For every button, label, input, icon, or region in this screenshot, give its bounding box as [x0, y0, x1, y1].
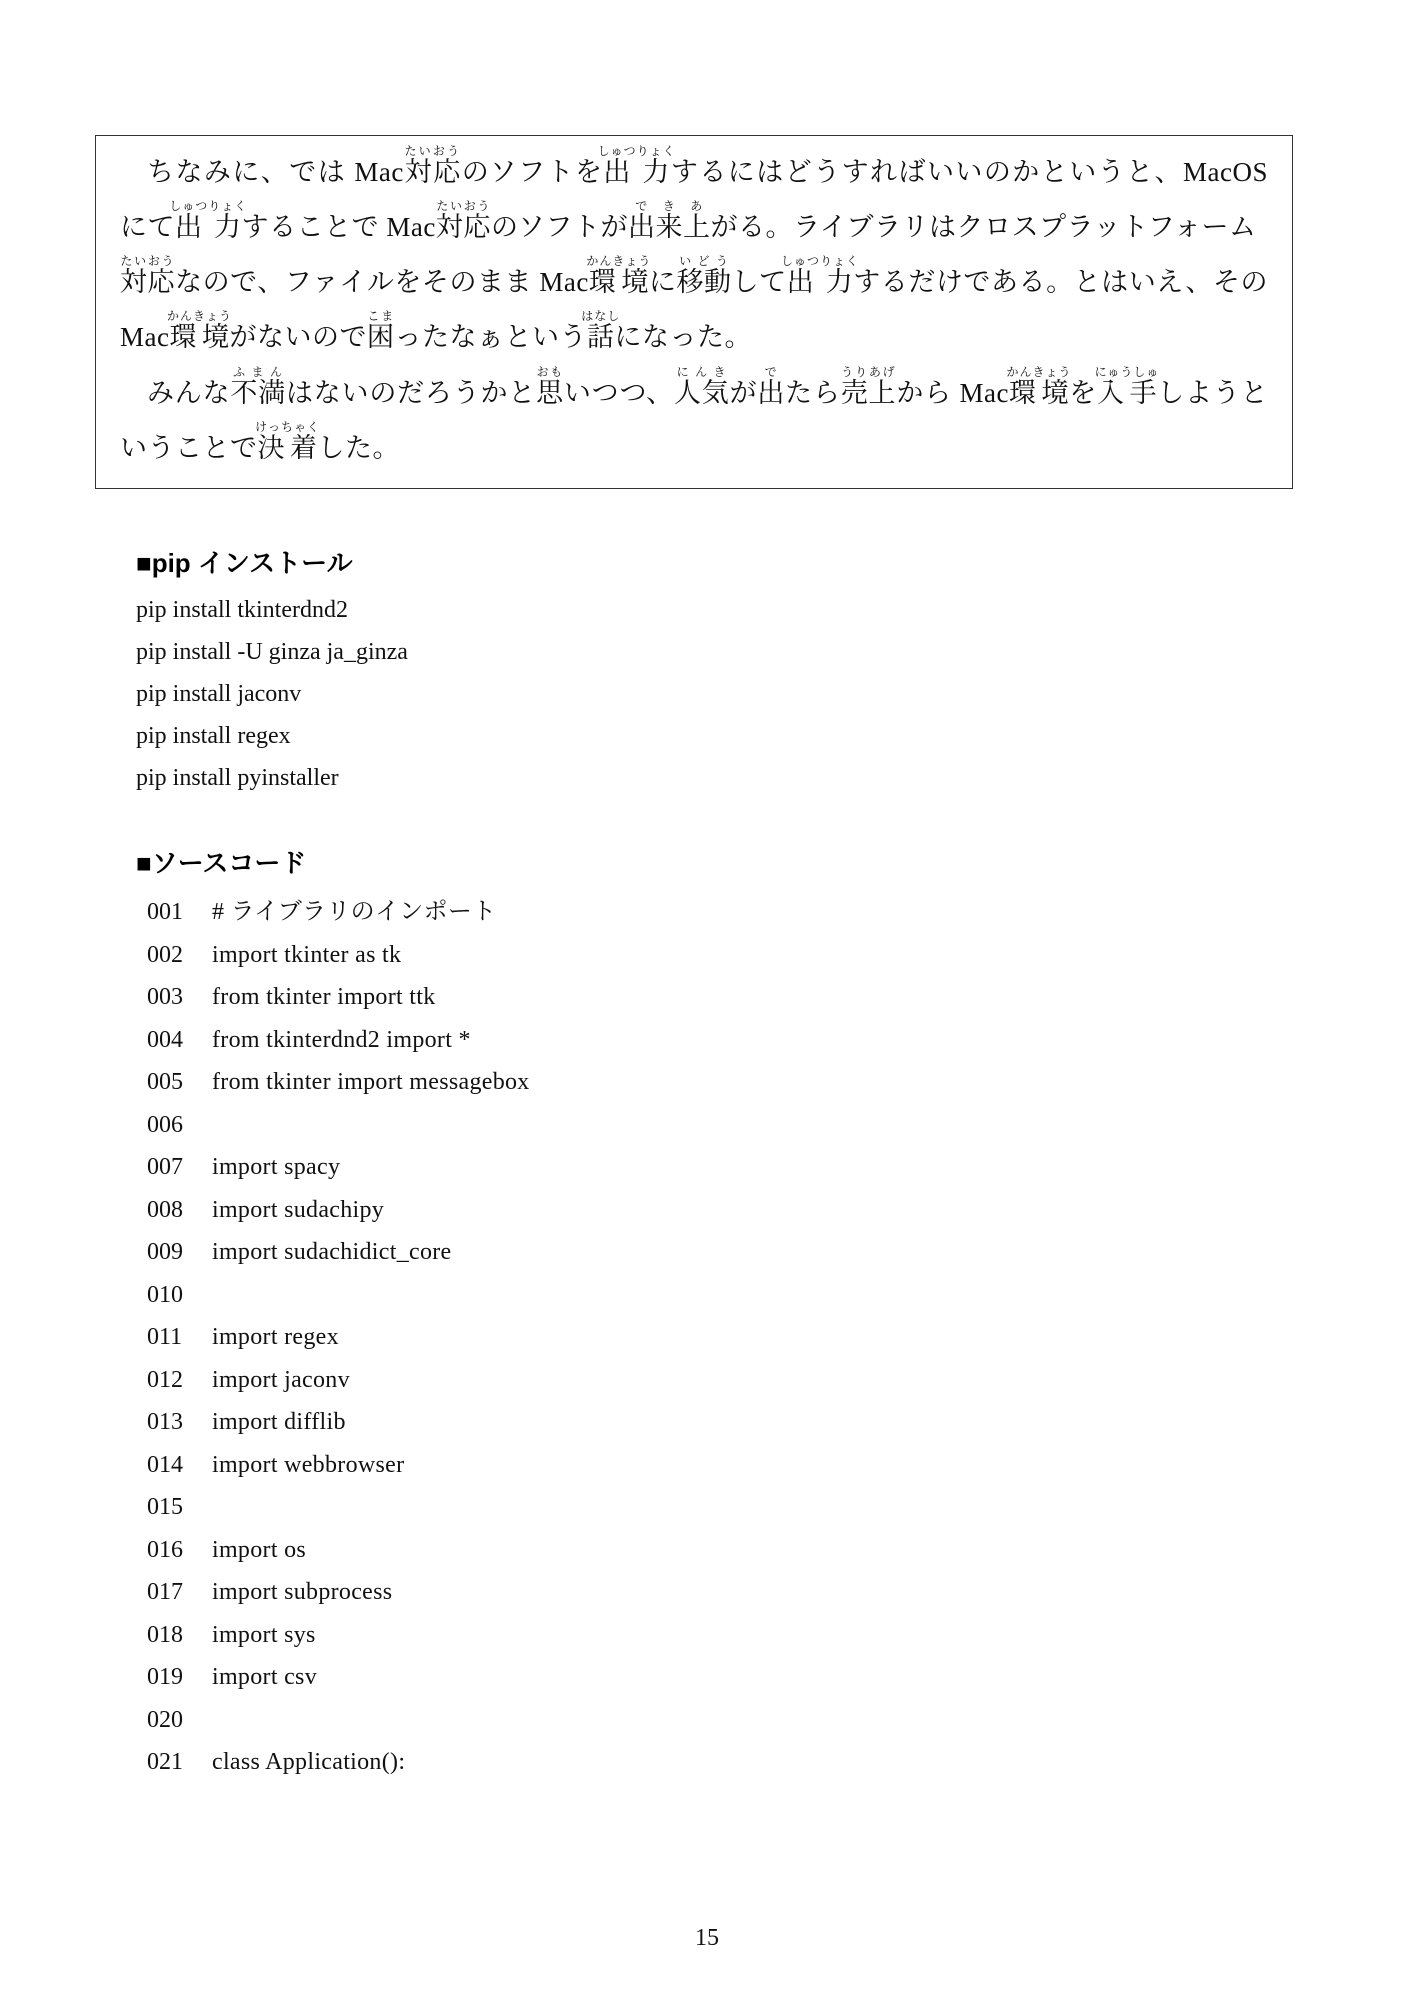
ruby-word: 出力しゅつりょく [780, 254, 859, 297]
code-line-number: 020 [147, 1706, 183, 1733]
code-line-text: import subprocess [212, 1579, 393, 1605]
code-line [136, 1486, 1296, 1529]
code-line-number: 005 [147, 1069, 183, 1095]
code-line-number: 003 [147, 984, 183, 1010]
furigana: しゅつりょく [169, 199, 248, 213]
code-line-text: import difflib [212, 1409, 346, 1435]
ruby-word: 話はなし [581, 309, 621, 352]
code-line-number: 019 [147, 1664, 183, 1690]
code-line-text: import os [212, 1536, 307, 1563]
furigana: けっちゃく [255, 420, 321, 434]
code-line [136, 1699, 1296, 1742]
ruby-word: 対応たいおう [120, 254, 176, 297]
note-paragraph: みんな不満ふまんはないのだろうかと思おもいつつ、人気にんきが出でたら売上うりあげから Mac環境かんきょうを入手にゅうしゅしようということで決着けっちゃくした。 [120, 365, 1269, 463]
pip-command-list [136, 589, 1276, 799]
code-line-text: import csv [212, 1664, 317, 1690]
code-section [136, 845, 1296, 1784]
ruby-word: 対応たいおう [435, 199, 491, 242]
ruby-word: 出力しゅつりょく [597, 144, 676, 187]
code-line [136, 1019, 1296, 1062]
ruby-word: 決着けっちゃく [255, 420, 321, 463]
ruby-word: 困こま [367, 309, 395, 352]
code-line [136, 1274, 1296, 1317]
code-line-number: 014 [147, 1451, 183, 1478]
note-box [95, 135, 1293, 489]
code-line [136, 1146, 1296, 1189]
ruby-word: 人気にんき [673, 365, 730, 408]
code-line-text: import jaconv [212, 1366, 350, 1393]
furigana: たいおう [403, 144, 461, 158]
code-line-number: 004 [147, 1026, 183, 1053]
furigana: で [757, 365, 785, 379]
furigana: かんきょう [586, 254, 652, 268]
code-line [136, 934, 1296, 977]
code-line-number: 008 [147, 1196, 183, 1223]
furigana: はなし [581, 309, 621, 323]
code-line-text: from tkinterdnd2 import * [212, 1026, 471, 1053]
code-line-number: 013 [147, 1409, 183, 1435]
code-line [136, 1316, 1296, 1359]
pip-command: pip install tkinterdnd2 [136, 597, 348, 623]
code-line-text: import tkinter as tk [212, 941, 402, 968]
code-line-number: 006 [147, 1111, 183, 1138]
furigana: にんき [673, 365, 730, 379]
ruby-word: 出力しゅつりょく [169, 199, 248, 242]
code-line-number: 016 [147, 1536, 183, 1563]
code-line [136, 1529, 1296, 1572]
code-line [136, 1656, 1296, 1699]
code-line-number: 007 [147, 1154, 183, 1180]
ruby-word: 対応たいおう [403, 144, 462, 187]
pip-section-heading: ■pip インストール [136, 548, 353, 578]
code-line [136, 1189, 1296, 1232]
code-line-text: from tkinter import ttk [212, 984, 436, 1010]
furigana: できあ [627, 199, 711, 213]
page-number: 15 [695, 1925, 719, 1951]
code-line [136, 1061, 1296, 1104]
code-line [136, 1614, 1296, 1657]
code-line-number: 017 [147, 1579, 183, 1605]
furigana: たいおう [120, 254, 176, 268]
code-line-number: 018 [147, 1621, 183, 1648]
code-line [136, 1444, 1296, 1487]
furigana: しゅつりょく [780, 254, 859, 268]
ruby-word: 環境かんきょう [1006, 365, 1072, 408]
furigana: うりあげ [840, 365, 897, 379]
pip-command: pip install pyinstaller [136, 765, 339, 791]
code-line [136, 1104, 1296, 1147]
furigana: こま [367, 309, 395, 323]
code-line-number: 002 [147, 941, 183, 968]
furigana: かんきょう [1006, 365, 1072, 379]
ruby-word: 出で [757, 365, 786, 408]
code-line [136, 1359, 1296, 1402]
code-line [136, 1741, 1296, 1784]
furigana: にゅうしゅ [1094, 365, 1160, 379]
code-line-number: 011 [147, 1324, 183, 1350]
code-line [136, 1571, 1296, 1614]
pip-section [136, 545, 1276, 799]
ruby-word: 入手にゅうしゅ [1094, 365, 1160, 408]
code-listing [136, 891, 1296, 1784]
ruby-word: 出来上できあ [627, 199, 711, 242]
note-paragraph: ちなみに、では Mac対応たいおうのソフトを出力しゅつりょくするにはどうすればいいのかというと、MacOS にて出力しゅつりょくすることで Mac対応たいおうのソフトが出来上できあがる。ライブラリはクロスプラットフォーム対応たいおうなので、ファイルをそのまま Mac環境かんきょうに移動いどうして出力しゅつりょくするだけである。とはいえ、その Mac環境かんきょうがないので困こまったなぁという話はなしになった。 [120, 144, 1269, 352]
code-line-number: 010 [147, 1281, 183, 1308]
code-line-number: 021 [147, 1749, 183, 1775]
code-line-number: 009 [147, 1239, 183, 1265]
code-line-text: import spacy [212, 1154, 341, 1180]
ruby-word: 環境かんきょう [586, 254, 652, 297]
code-line [136, 976, 1296, 1019]
code-line-text: import sudachidict_core [212, 1239, 452, 1265]
code-line-number: 015 [147, 1494, 183, 1520]
code-line-number: 012 [147, 1366, 183, 1393]
pip-command: pip install -U ginza ja_ginza [136, 639, 408, 665]
pip-command: pip install jaconv [136, 681, 302, 707]
ruby-word: 思おも [536, 365, 564, 408]
furigana: いどう [676, 254, 732, 268]
ruby-word: 不満ふまん [230, 365, 286, 408]
code-line [136, 891, 1296, 934]
furigana: しゅつりょく [597, 144, 676, 158]
code-line-text: import regex [212, 1324, 339, 1350]
code-line [136, 1231, 1296, 1274]
code-line-text: # ライブラリのインポート [212, 899, 497, 925]
furigana: ふまん [230, 365, 286, 379]
ruby-word: 移動いどう [676, 254, 732, 297]
code-section-heading: ■ソースコード [136, 848, 307, 878]
furigana: たいおう [435, 199, 491, 213]
furigana: かんきょう [166, 309, 232, 323]
code-line-text: import sudachipy [212, 1196, 385, 1223]
code-line-text: class Application(): [212, 1749, 406, 1775]
code-line-text: import sys [212, 1621, 316, 1648]
code-line-number: 001 [147, 899, 183, 925]
code-line-text: import webbrowser [212, 1451, 405, 1478]
pip-command: pip install regex [136, 723, 291, 749]
ruby-word: 売上うりあげ [840, 365, 897, 408]
furigana: おも [536, 365, 564, 379]
ruby-word: 環境かんきょう [166, 309, 232, 352]
code-line [136, 1401, 1296, 1444]
code-line-text: from tkinter import messagebox [212, 1069, 530, 1095]
